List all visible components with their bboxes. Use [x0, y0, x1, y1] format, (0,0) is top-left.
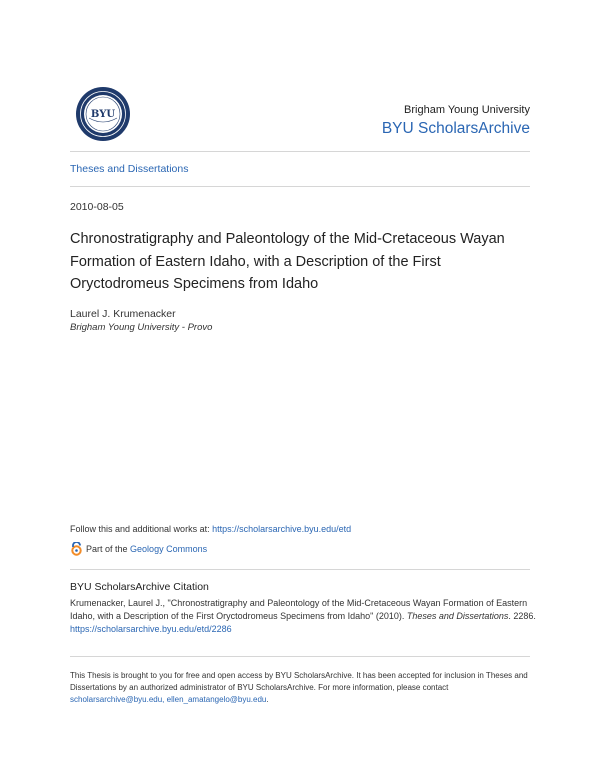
- notice-text: This Thesis is brought to you for free and open access by BYU ScholarsArchive. It has been accepted for inclusion in Theses and Dissertations by an authorized administrator of BYU ScholarsArchive. For more information, please contact: [70, 671, 528, 692]
- author-name: Laurel J. Krumenacker: [70, 308, 176, 320]
- follow-line: [70, 524, 351, 534]
- geology-commons-link[interactable]: Geology Commons: [130, 544, 208, 554]
- contact-email-link[interactable]: scholarsarchive@byu.edu, ellen_amatangelo@byu.edu: [70, 695, 267, 704]
- svg-text:BYU: BYU: [90, 109, 116, 120]
- follow-prefix: Follow this and additional works at:: [70, 524, 213, 534]
- citation-divider: [70, 569, 530, 570]
- citation-number: . 2286.: [508, 611, 536, 621]
- open-access-icon: [70, 542, 83, 556]
- access-notice: [70, 670, 540, 706]
- notice-end: .: [266, 695, 269, 704]
- byu-seal-logo: [75, 86, 131, 142]
- header-divider: [70, 151, 530, 152]
- part-of-line: [70, 542, 207, 556]
- university-name: Brigham Young University: [404, 104, 530, 116]
- document-title: Chronostratigraphy and Paleontology of the Mid-Cretaceous Wayan Formation of Eastern Idaho, with a Description of the First Oryctodromeus Specimens from Idaho: [70, 231, 505, 292]
- part-of-prefix: Part of the: [86, 544, 128, 554]
- archive-name[interactable]: BYU ScholarsArchive: [381, 120, 530, 137]
- notice-divider: [70, 656, 530, 657]
- citation-heading: BYU ScholarsArchive Citation: [70, 581, 209, 593]
- series-link[interactable]: Theses and Dissertations: [70, 163, 189, 175]
- seal-icon: [75, 86, 131, 142]
- series-divider: [70, 186, 530, 187]
- publication-date: 2010-08-05: [70, 201, 124, 213]
- author-affiliation: Brigham Young University - Provo: [70, 322, 213, 333]
- citation-journal: Theses and Dissertations: [406, 611, 509, 621]
- citation-url-link[interactable]: https://scholarsarchive.byu.edu/etd/2286: [70, 624, 232, 634]
- follow-url-link[interactable]: https://scholarsarchive.byu.edu/etd: [212, 524, 352, 534]
- citation-block: [70, 597, 538, 636]
- citation-text: Krumenacker, Laurel J., "Chronostratigraphy and Paleontology of the Mid-Cretaceous Wayan Formation of Eastern Idaho, with a Description of the First Oryctodromeus Specimens from Idaho" (2010).: [70, 598, 528, 621]
